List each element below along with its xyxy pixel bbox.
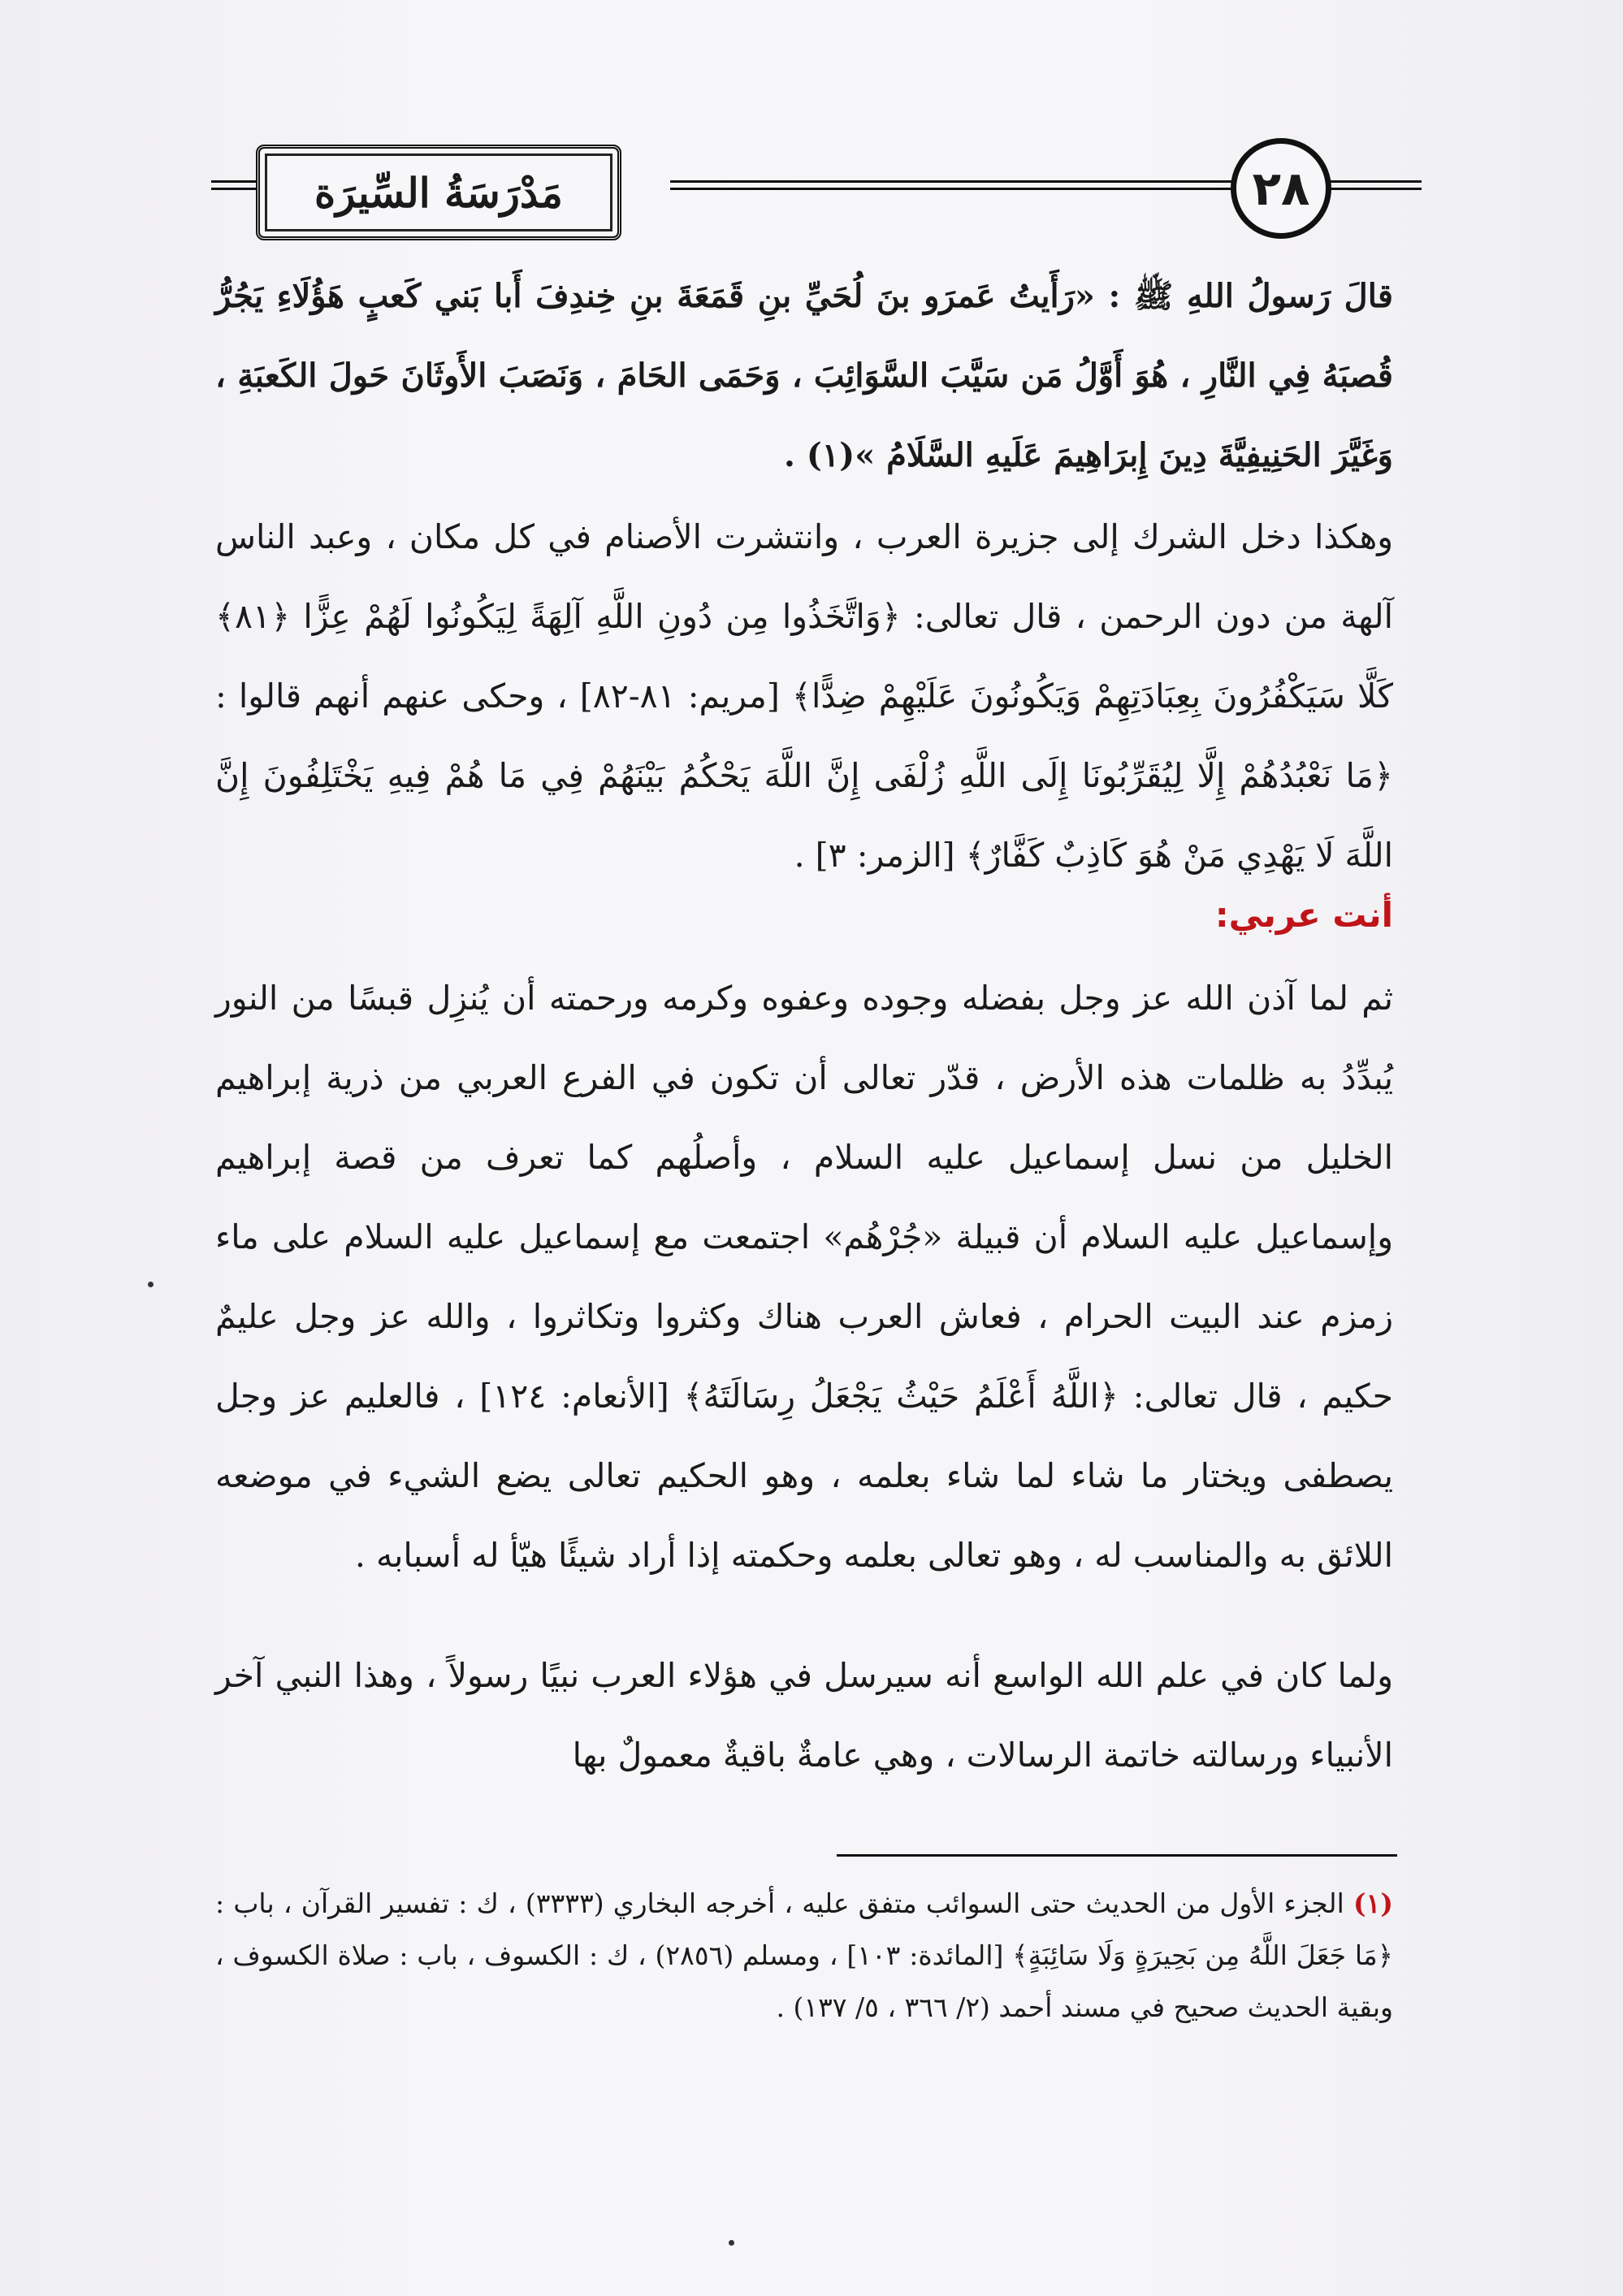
footnote [215,1878,1393,2034]
paragraph-final-prophet: ولما كان في علم الله الواسع أنه سيرسل في هؤلاء العرب نبيًا رسولاً ، وهذا النبي آخر الأنبياء ورسالته خاتمة الرسالات ، وهي عامةٌ باقيةٌ معمولٌ بها [215,1656,1393,1775]
footnote-text: الجزء الأول من الحديث حتى السوائب متفق عليه ، أخرجه البخاري (٣٣٣٣) ، ك : تفسير القرآن ، باب : ﴿مَا جَعَلَ اللَّهُ مِن بَحِيرَةٍ وَلَا سَائِبَةٍ﴾ [المائدة: ١٠٣] ، ومسلم (٢٨٥٦) ، ك : الكسوف ، باب : صلاة الكسوف ، وبقية الحديث صحيح في مسند أحمد (٢/ ٣٦٦ ، ٥/ ١٣٧) . [215,1887,1393,2023]
running-title-frame [256,145,621,240]
running-title: مَدْرَسَةُ السِّيرَة [314,168,563,217]
ink-speck [729,2240,734,2246]
footnote-number: (١) [1353,1887,1393,1919]
page-number: ٢٨ [1231,138,1331,239]
hadith-paragraph: قالَ رَسولُ اللهِ ﷺ : «رَأَيتُ عَمرَو بنَ لُحَيِّ بنِ قَمَعَةَ بنِ خِندِفَ أَبا بَني كَعبٍ هَؤُلَاءِ يَجُرُّ قُصبَهُ فِي النَّارِ ، هُوَ أَوَّلُ مَن سَيَّبَ السَّوَائِبَ ، وَحَمَى الحَامَ ، وَنَصَبَ الأَوثَانَ حَولَ الكَعبَةِ ، وَغَيَّرَ الحَنِيفِيَّةَ دِينَ إِبرَاهِيمَ عَلَيهِ السَّلَامُ »(١) . [215,277,1393,474]
page-header [195,130,1413,244]
section-heading: أنت عربي: [1214,895,1393,935]
paragraph-arab-origin: ثم لما آذن الله عز وجل بفضله وجوده وعفوه وكرمه ورحمته أن يُنزِل قبسًا من النور يُبدِّدُ به ظلمات هذه الأرض ، قدّر تعالى أن تكون في الفرع العربي من ذرية إبراهيم الخليل من نسل إسماعيل عليه السلام ، وأصلُهم كما تعرف من قصة إبراهيم وإسماعيل عليه السلام أن قبيلة «جُرْهُم» اجتمعت مع إسماعيل عليه السلام على ماء زمزم عند البيت الحرام ، فعاش العرب هناك وكثروا وتكاثروا ، والله عز وجل عليمٌ حكيم ، قال تعالى: ﴿اللَّهُ أَعْلَمُ حَيْثُ يَجْعَلُ رِسَالَتَهُ﴾ [الأنعام: ١٢٤] ، فالعليم عز وجل يصطفى ويختار ما شاء لما شاء بعلمه ، وهو الحكيم تعالى يضع الشيء في موضعه اللائق به والمناسب له ، وهو تعالى بعلمه وحكمته إذا أراد شيئًا هيّأ له أسبابه . [215,979,1394,1575]
footnote-divider [837,1854,1397,1857]
ink-speck [148,1282,154,1287]
paragraph-shirk: وهكذا دخل الشرك إلى جزيرة العرب ، وانتشرت الأصنام في كل مكان ، وعبد الناس آلهة من دون الرحمن ، قال تعالى: ﴿وَاتَّخَذُوا مِن دُونِ اللَّهِ آلِهَةً لِيَكُونُوا لَهُمْ عِزًّا ﴿٨١﴾ كَلَّا سَيَكْفُرُونَ بِعِبَادَتِهِمْ وَيَكُونُونَ عَلَيْهِمْ ضِدًّا﴾ [مريم: ٨١-٨٢] ، وحكى عنهم أنهم قالوا : ﴿مَا نَعْبُدُهُمْ إِلَّا لِيُقَرِّبُونَا إِلَى اللَّهِ زُلْفَى إِنَّ اللَّهَ يَحْكُمُ بَيْنَهُمْ فِي مَا هُمْ فِيهِ يَخْتَلِفُونَ إِنَّ اللَّهَ لَا يَهْدِي مَنْ هُوَ كَاذِبٌ كَفَّارٌ﴾ [الزمر: ٣] . [215,517,1393,875]
